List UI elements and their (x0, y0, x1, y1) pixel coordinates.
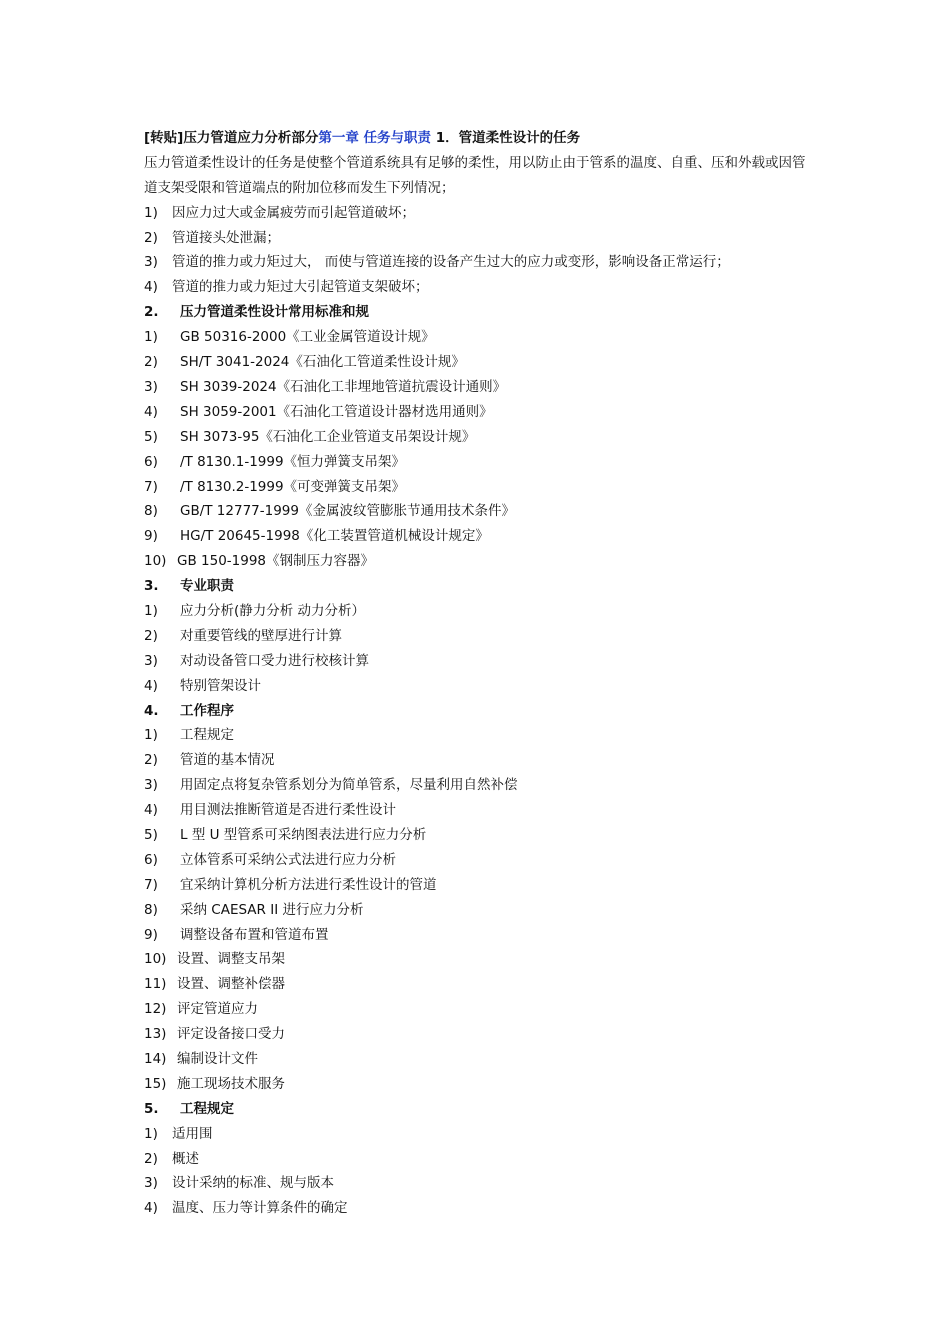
list-item: 8) GB/T 12777-1999《金属波纹管膨胀节通用技术条件》 (144, 503, 515, 520)
intro-paragraph: 压力管道柔性设计的任务是使整个管道系统具有足够的柔性，用以防止由于管系的温度、自重、压和外载或因管道支架受限和管道端点的附加位移而发生下列情况； (144, 154, 806, 196)
list-item: 8) 采纳 CAESAR II 进行应力分析 (144, 901, 364, 918)
list-item: 10) GB 150-1998《钢制压力容器》 (144, 553, 375, 570)
list-item: 2) 管道接头处泄漏； (144, 229, 280, 246)
list-item: 14) 编制设计文件 (144, 1050, 258, 1067)
document-title (144, 126, 816, 151)
chapter-link[interactable]: 第一章 任务与职责 (318, 130, 432, 146)
list-item: 6) 立体管系可采纳公式法进行应力分析 (144, 851, 396, 868)
list-item: 6) /T 8130.1-1999《恒力弹簧支吊架》 (144, 453, 406, 470)
list-item: 10) 设置、调整支吊架 (144, 951, 285, 968)
list-item: 3) SH 3039-2024《石油化工非埋地管道抗震设计通则》 (144, 378, 507, 395)
section-heading: 5. 工程规定 (144, 1100, 234, 1117)
list-item: 9) 调整设备布置和管道布置 (144, 926, 329, 943)
list-item: 5) SH 3073-95《石油化工企业管道支吊架设计规》 (144, 428, 476, 445)
list-item: 15) 施工现场技术服务 (144, 1075, 285, 1092)
list-item: 9) HG/T 20645-1998《化工装置管道机械设计规定》 (144, 528, 489, 545)
list-item: 4) 温度、压力等计算条件的确定 (144, 1200, 348, 1217)
list-item: 2) SH/T 3041-2024《石油化工管道柔性设计规》 (144, 354, 465, 371)
list-item: 3) 对动设备管口受力进行校核计算 (144, 652, 369, 669)
section-heading: 3. 专业职责 (144, 578, 234, 595)
list-item: 1) 适用围 (144, 1125, 213, 1142)
list-item: 1) 应力分析(静力分析 动力分析） (144, 602, 366, 619)
list-item: 1) 因应力过大或金属疲劳而引起管道破坏； (144, 204, 415, 221)
list-item: 4) 特别管架设计 (144, 677, 261, 694)
list-item: 7) /T 8130.2-1999《可变弹簧支吊架》 (144, 478, 406, 495)
list-item: 2) 管道的基本情况 (144, 752, 275, 769)
title-suffix: 1．管道柔性设计的任务 (431, 130, 581, 146)
list-item: 4) SH 3059-2001《石油化工管道设计器材选用通则》 (144, 403, 493, 420)
list-item: 7) 宜采纳计算机分析方法进行柔性设计的管道 (144, 876, 437, 893)
list-item: 12) 评定管道应力 (144, 1001, 258, 1018)
list-item: 2) 概述 (144, 1150, 199, 1167)
list-item: 1) GB 50316-2000《工业金属管道设计规》 (144, 329, 435, 346)
section-heading: 4. 工作程序 (144, 702, 234, 719)
section-heading: 2. 压力管道柔性设计常用标准和规 (144, 304, 369, 321)
document-body (144, 126, 816, 1221)
list-item: 2) 对重要管线的壁厚进行计算 (144, 627, 342, 644)
list-item: 3) 设计采纳的标准、规与版本 (144, 1175, 334, 1192)
list-item: 5) L 型 U 型管系可采纳图表法进行应力分析 (144, 826, 427, 843)
list-item: 4) 管道的推力或力矩过大引起管道支架破坏； (144, 279, 429, 296)
list-item: 3) 用固定点将复杂管系划分为简单管系，尽量利用自然补偿 (144, 777, 518, 794)
list-item: 11) 设置、调整补偿器 (144, 976, 285, 993)
list-item: 3) 管道的推力或力矩过大， 而使与管道连接的设备产生过大的应力或变形，影响设备正常运行； (144, 254, 730, 271)
list-item: 1) 工程规定 (144, 727, 234, 744)
list-item: 13) 评定设备接口受力 (144, 1026, 285, 1043)
title-prefix: [转贴]压力管道应力分析部分 (144, 130, 319, 146)
list-item: 4) 用目测法推断管道是否进行柔性设计 (144, 802, 396, 819)
